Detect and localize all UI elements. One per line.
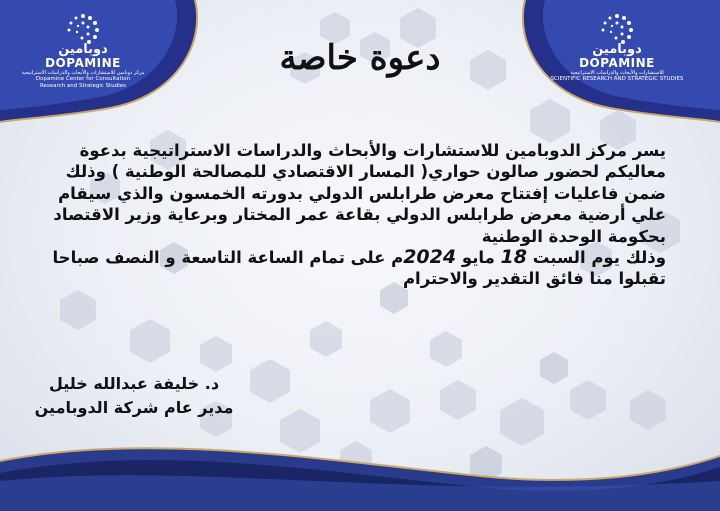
date-prefix: وذلك يوم السبت — [532, 248, 666, 268]
signatory-position: مدير عام شركة الدوبامين — [34, 398, 234, 417]
event-date-line — [46, 247, 666, 268]
event-year: 2024 — [403, 246, 457, 269]
logo-left-english-name: DOPAMINE — [45, 56, 121, 70]
logo-right-subtitle: SCIENTIFIC RESEARCH AND STRATEGIC STUDIES — [550, 76, 684, 82]
event-month: مايو — [461, 248, 495, 268]
invitation-body — [46, 140, 666, 290]
signatory-name: د. خليفة عبدالله خليل — [48, 374, 220, 393]
invitation-title: دعوة خاصة — [279, 38, 441, 78]
event-day-number: 18 — [500, 246, 527, 269]
logo-left-subtitle-2: Research and Strategic Studies — [39, 82, 127, 89]
logo-left-subtitle-1: Dopamine Center for Consultation — [35, 76, 131, 82]
logo-right-english-name: DOPAMINE — [579, 56, 655, 70]
invitation-paragraph: يسر مركز الدوبامين للاستشارات والأبحاث والدراسات الاستراتيجية بدعوة معاليكم لحضور صالون حواري( المسار الاقتصادي للمصالحة الوطنية ) وذلك ضمن فاعليات إفتتاح معرض طرابلس الدولي بدورته الخمسون والذي سيقام علي أرضية معرض طرابلس الدولي بقاعة عمر المختار وبرعاية وزير الاقتصاد بحكومة الوحدة الوطنية — [53, 141, 666, 246]
logo-left-arabic-name: دوبامين — [58, 42, 108, 57]
logo-left-tagline: مركز دوبامين للاستشارات والأبحاث والدراسات الاستراتيجية — [21, 70, 145, 76]
logo-right-tagline: للاستشارات والأبحاث والدراسات الاستراتيجية — [570, 70, 664, 76]
logo-right-arabic-name: دوبامين — [592, 42, 642, 57]
bottom-wave-decoration — [0, 421, 720, 511]
signature-block — [34, 372, 234, 420]
closing-line: تقبلوا منا فائق التقدير والاحترام — [402, 269, 666, 289]
date-suffix: م على تمام الساعة التاسعة و النصف صباحا — [52, 248, 404, 268]
